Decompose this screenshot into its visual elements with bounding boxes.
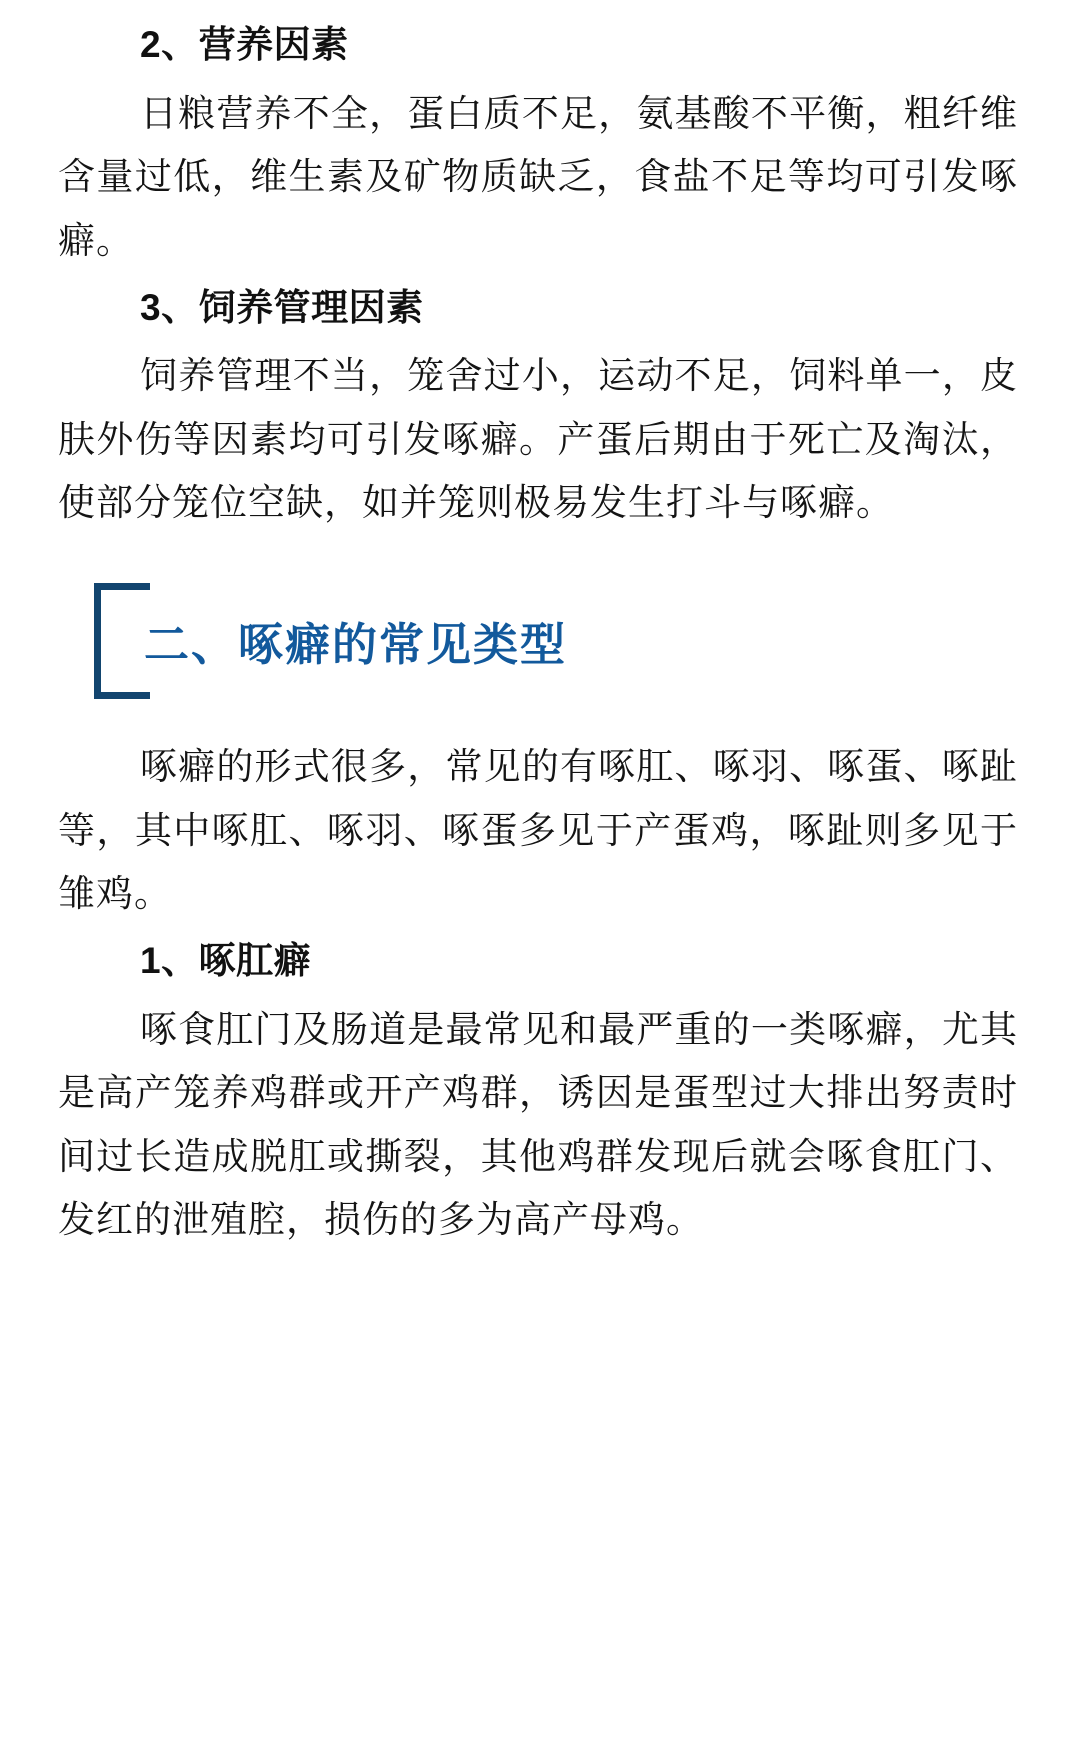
paragraph-nutrition-factors: 日粮营养不全，蛋白质不足，氨基酸不平衡，粗纤维含量过低，维生素及矿物质缺乏，食盐不足等均可引发啄癖。: [58, 92, 1018, 261]
sub-heading-vent-pecking: 1、啄肛癖: [140, 939, 312, 981]
paragraph-management-factors: 饲养管理不当，笼舍过小，运动不足，饲料单一，皮肤外伤等因素均可引发啄癖。产蛋后期由于死亡及淘汰，使部分笼位空缺，如并笼则极易发生打斗与啄癖。: [58, 355, 1018, 524]
bracket-decoration-icon: [94, 583, 150, 699]
paragraph-vent-pecking: 啄食肛门及肠道是最常见和最严重的一类啄癖，尤其是高产笼养鸡群或开产鸡群，诱因是蛋型过大排出努责时间过长造成脱肛或撕裂，其他鸡群发现后就会啄食肛门、发红的泄殖腔，损伤的多为高产母鸡。: [58, 1008, 1018, 1241]
paragraph-types-overview: 啄癖的形式很多，常见的有啄肛、啄羽、啄蛋、啄趾等，其中啄肛、啄羽、啄蛋多见于产蛋鸡，啄趾则多见于雏鸡。: [58, 746, 1018, 915]
sub-heading-nutrition-factors: 2、营养因素: [140, 24, 349, 65]
sub-heading-management-factors: 3、饲养管理因素: [140, 286, 424, 328]
section-heading-common-types: [58, 581, 1018, 701]
section-heading-label: 二、啄癖的常见类型: [144, 618, 568, 670]
